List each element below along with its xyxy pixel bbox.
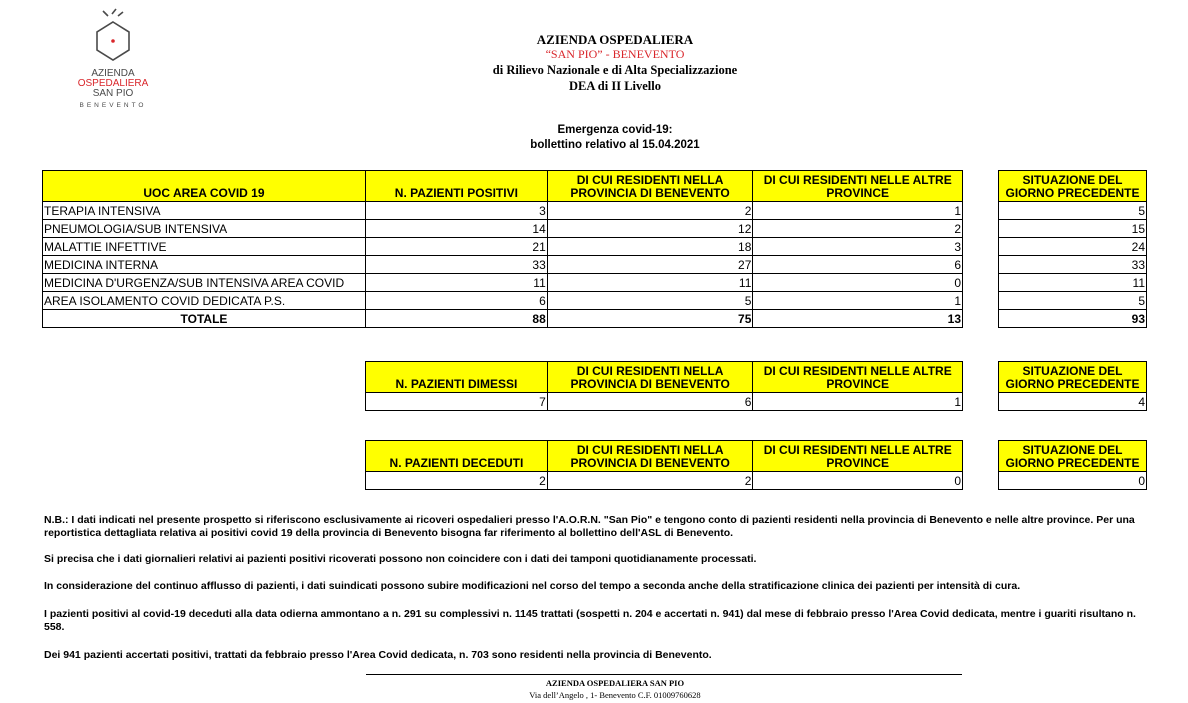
table-row xyxy=(366,393,963,411)
deceased-previous-table xyxy=(998,440,1147,490)
note-accertati: Dei 941 pazienti accertati positivi, trattati da febbraio presso l'Area Covid dedicata, n. 703 sono residenti nella provincia di Benevento. xyxy=(44,649,712,661)
row-altre: 1 xyxy=(753,202,963,220)
header-situazione-precedente: SITUAZIONE DEL GIORNO PRECEDENTE xyxy=(999,171,1147,202)
header-situazione-precedente: SITUAZIONE DEL GIORNO PRECEDENTE xyxy=(999,441,1147,472)
total-altre: 13 xyxy=(753,310,963,328)
row-prec: 11 xyxy=(999,274,1147,292)
table-row xyxy=(43,238,963,256)
row-prec: 15 xyxy=(999,220,1147,238)
total-bn: 75 xyxy=(547,310,753,328)
header-positivi: N. PAZIENTI POSITIVI xyxy=(365,171,547,202)
row-prec: 5 xyxy=(999,292,1147,310)
row-prec: 24 xyxy=(999,238,1147,256)
row-area: PNEUMOLOGIA/SUB INTENSIVA xyxy=(43,220,366,238)
deceased-table xyxy=(365,440,963,490)
note-deceduti: I pazienti positivi al covid-19 deceduti alla data odierna ammontano a n. 291 su complessivi n. 1145 trattati (sospetti n. 204 e accertati n. 941) dal mese di febbraio presso l'Area Covid dedicata, mentre i guariti risultano n. 558. xyxy=(44,608,1136,633)
row-prec: 33 xyxy=(999,256,1147,274)
note-modificazioni: In considerazione del continuo afflusso di pazienti, i dati suindicati possono subire modificazioni nel corso del tempo a seconda anche della stratificazione clinica dei pazienti per intensità di cura. xyxy=(44,580,1021,592)
table-row xyxy=(43,292,963,310)
hospital-logo xyxy=(60,4,166,116)
logo-text-sanpio: SAN PIO xyxy=(92,88,134,99)
table-row xyxy=(43,274,963,292)
row-altre: 2 xyxy=(753,220,963,238)
header-residenti-bn: DI CUI RESIDENTI NELLA PROVINCIA DI BENEVENTO xyxy=(547,171,753,202)
positives-previous-table xyxy=(998,170,1147,328)
row-positivi: 14 xyxy=(365,220,547,238)
row-bn: 2 xyxy=(547,202,753,220)
logo-hexagon-icon xyxy=(60,4,166,68)
table-row xyxy=(43,256,963,274)
total-prec: 93 xyxy=(999,310,1147,328)
row-positivi: 6 xyxy=(365,292,547,310)
header-residenti-altre: DI CUI RESIDENTI NELLE ALTRE PROVINCE xyxy=(753,171,963,202)
header-residenti-bn: DI CUI RESIDENTI NELLA PROVINCIA DI BENEVENTO xyxy=(547,362,753,393)
header-residenti-bn: DI CUI RESIDENTI NELLA PROVINCIA DI BENEVENTO xyxy=(547,441,753,472)
deceduti-bn: 2 xyxy=(547,472,753,490)
row-bn: 5 xyxy=(547,292,753,310)
row-positivi: 3 xyxy=(365,202,547,220)
header-name: “SAN PIO” - BENEVENTO xyxy=(545,47,685,61)
header-uoc: UOC AREA COVID 19 xyxy=(43,171,366,202)
dimessi-altre: 1 xyxy=(753,393,963,411)
discharged-table xyxy=(365,361,963,411)
total-positivi: 88 xyxy=(365,310,547,328)
row-positivi: 33 xyxy=(365,256,547,274)
row-altre: 0 xyxy=(753,274,963,292)
note-nb: N.B.: I dati indicati nel presente prospetto si riferiscono esclusivamente ai ricoveri ospedalieri presso l'A.O.R.N. "San Pio" e tengono conto di pazienti residenti nella provincia di Benevento e nelle altre province. Per una reportistica dettagliata relativa ai positivi covid 19 della provincia di Benevento bisogna far riferimento al bollettino dell'ASL di Benevento. xyxy=(44,514,1135,539)
row-prec: 5 xyxy=(999,202,1147,220)
discharged-previous-table xyxy=(998,361,1147,411)
total-row xyxy=(43,310,963,328)
deceduti-altre: 0 xyxy=(753,472,963,490)
logo-text-benevento: BENEVENTO xyxy=(79,102,147,109)
header-org: AZIENDA OSPEDALIERA xyxy=(536,32,694,47)
table-row xyxy=(43,202,963,220)
row-bn: 11 xyxy=(547,274,753,292)
deceduti-prec: 0 xyxy=(999,472,1147,490)
note-tamponi: Si precisa che i dati giornalieri relativi ai pazienti positivi ricoverati possono non coincidere con i dati dei tamponi quotidianamente processati. xyxy=(44,553,757,565)
header-level: DEA di II Livello xyxy=(568,79,662,93)
row-positivi: 11 xyxy=(365,274,547,292)
footer-divider xyxy=(366,674,962,675)
header-dimessi: N. PAZIENTI DIMESSI xyxy=(366,362,548,393)
positives-header-row xyxy=(43,171,963,202)
deceduti-totale: 2 xyxy=(366,472,548,490)
row-bn: 18 xyxy=(547,238,753,256)
dimessi-bn: 6 xyxy=(547,393,753,411)
table-row xyxy=(366,472,963,490)
row-area: MEDICINA INTERNA xyxy=(43,256,366,274)
row-altre: 1 xyxy=(753,292,963,310)
logo-text-azienda: AZIENDA xyxy=(91,68,135,79)
row-area: MALATTIE INFETTIVE xyxy=(43,238,366,256)
row-altre: 3 xyxy=(753,238,963,256)
table-row xyxy=(43,220,963,238)
bulletin-title: Emergenza covid-19: xyxy=(557,124,673,136)
footer-org: AZIENDA OSPEDALIERA SAN PIO xyxy=(545,678,685,688)
header-situazione-precedente: SITUAZIONE DEL GIORNO PRECEDENTE xyxy=(999,362,1147,393)
positives-table xyxy=(42,170,963,328)
row-positivi: 21 xyxy=(365,238,547,256)
header-subtitle: di Rilievo Nazionale e di Alta Specializzazione xyxy=(492,63,738,77)
total-label: TOTALE xyxy=(43,310,366,328)
row-altre: 6 xyxy=(753,256,963,274)
row-bn: 27 xyxy=(547,256,753,274)
dimessi-totale: 7 xyxy=(366,393,548,411)
header-residenti-altre: DI CUI RESIDENTI NELLE ALTRE PROVINCE xyxy=(753,362,963,393)
logo-text-ospedaliera: OSPEDALIERA xyxy=(77,78,149,89)
row-area: AREA ISOLAMENTO COVID DEDICATA P.S. xyxy=(43,292,366,310)
row-bn: 12 xyxy=(547,220,753,238)
row-area: MEDICINA D'URGENZA/SUB INTENSIVA AREA COVID xyxy=(43,274,366,292)
dimessi-prec: 4 xyxy=(999,393,1147,411)
bulletin-date: bollettino relativo al 15.04.2021 xyxy=(530,139,700,151)
header-residenti-altre: DI CUI RESIDENTI NELLE ALTRE PROVINCE xyxy=(753,441,963,472)
footer-address: Via dell’Angelo , 1- Benevento C.F. 01009760628 xyxy=(529,690,701,700)
row-area: TERAPIA INTENSIVA xyxy=(43,202,366,220)
header-deceduti: N. PAZIENTI DECEDUTI xyxy=(366,441,548,472)
